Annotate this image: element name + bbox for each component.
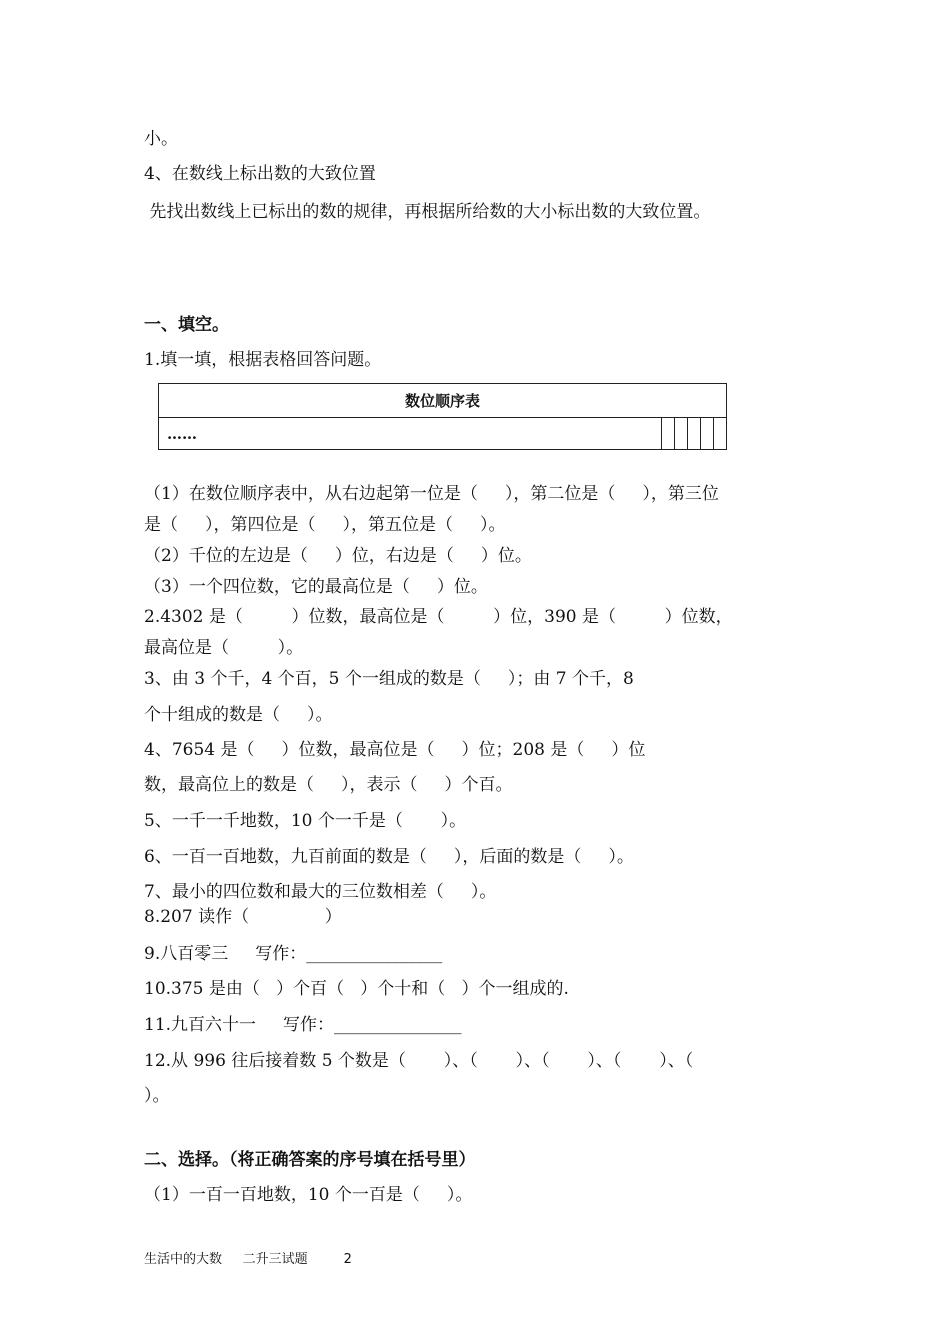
section2-heading: 二、选择。（将正确答案的序号填在括号里） xyxy=(144,1150,476,1170)
table-cell-blank xyxy=(675,418,688,450)
question-10: 10.375 是由（ ）个百（ ）个十和（ ）个一组成的. xyxy=(144,979,569,999)
question-11: 11.九百六十一 写作：_______________ xyxy=(144,1015,462,1035)
question-4-line-a: 4、7654 是（ ）位数，最高位是（ ）位；208 是（ ）位 xyxy=(144,740,646,760)
table-cell-blank xyxy=(700,418,713,450)
question-2-line-a: 2.4302 是（ ）位数，最高位是（ ）位，390 是（ ）位数， xyxy=(144,607,733,627)
footer-title: 生活中的大数 二升三试题 xyxy=(144,1252,308,1267)
table-title: 数位顺序表 xyxy=(159,384,727,418)
question-1-2: （2）千位的左边是（ ）位，右边是（ ）位。 xyxy=(144,546,532,566)
question-9: 9.八百零三 写作：________________ xyxy=(144,944,443,964)
page-number: 2 xyxy=(343,1252,352,1267)
intro-line-3: 先找出数线上已标出的数的规律，再根据所给数的大小标出数的大致位置。 xyxy=(144,202,711,222)
question-3-line-b: 个十组成的数是（ ）。 xyxy=(144,705,333,725)
question-12-line-b: ）。 xyxy=(144,1086,170,1106)
intro-line-2: 4、在数线上标出数的大致位置 xyxy=(144,164,376,184)
question-1: 1.填一填，根据表格回答问题。 xyxy=(144,350,382,370)
question-2-line-b: 最高位是（ ）。 xyxy=(144,638,304,658)
place-value-table xyxy=(158,383,727,450)
question-3-line-a: 3、由 3 个千，4 个百，5 个一组成的数是（ ）；由 7 个千，8 xyxy=(144,669,634,689)
question-1-1-line-a: （1）在数位顺序表中，从右边起第一位是（ ），第二位是（ ），第三位 xyxy=(144,484,719,504)
section1-heading: 一、填空。 xyxy=(144,315,229,335)
question-6: 6、一百一百地数，九百前面的数是（ ），后面的数是（ ）。 xyxy=(144,847,634,867)
table-cell-ellipsis: …… xyxy=(159,418,662,450)
section2-question-1: （1）一百一百地数，10 个一百是（ ）。 xyxy=(144,1185,473,1205)
question-7: 7、最小的四位数和最大的三位数相差（ ）。 xyxy=(144,882,497,902)
table-cell-blank xyxy=(713,418,726,450)
question-12-line-a: 12.从 996 往后接着数 5 个数是（ ）、（ ）、（ ）、（ ）、（ xyxy=(144,1051,694,1071)
table-cell-blank xyxy=(688,418,701,450)
page-footer xyxy=(144,1248,352,1267)
table-cell-blank xyxy=(662,418,675,450)
question-4-line-b: 数，最高位上的数是（ ），表示（ ）个百。 xyxy=(144,775,513,795)
table-row xyxy=(159,418,727,450)
question-1-3: （3）一个四位数，它的最高位是（ ）位。 xyxy=(144,577,488,597)
question-8: 8.207 读作（ ） xyxy=(144,907,342,927)
question-1-1-line-b: 是（ ），第四位是（ ），第五位是（ ）。 xyxy=(144,515,506,535)
question-5: 5、一千一千地数，10 个一千是（ ）。 xyxy=(144,811,467,831)
intro-line-1: 小。 xyxy=(144,129,178,149)
